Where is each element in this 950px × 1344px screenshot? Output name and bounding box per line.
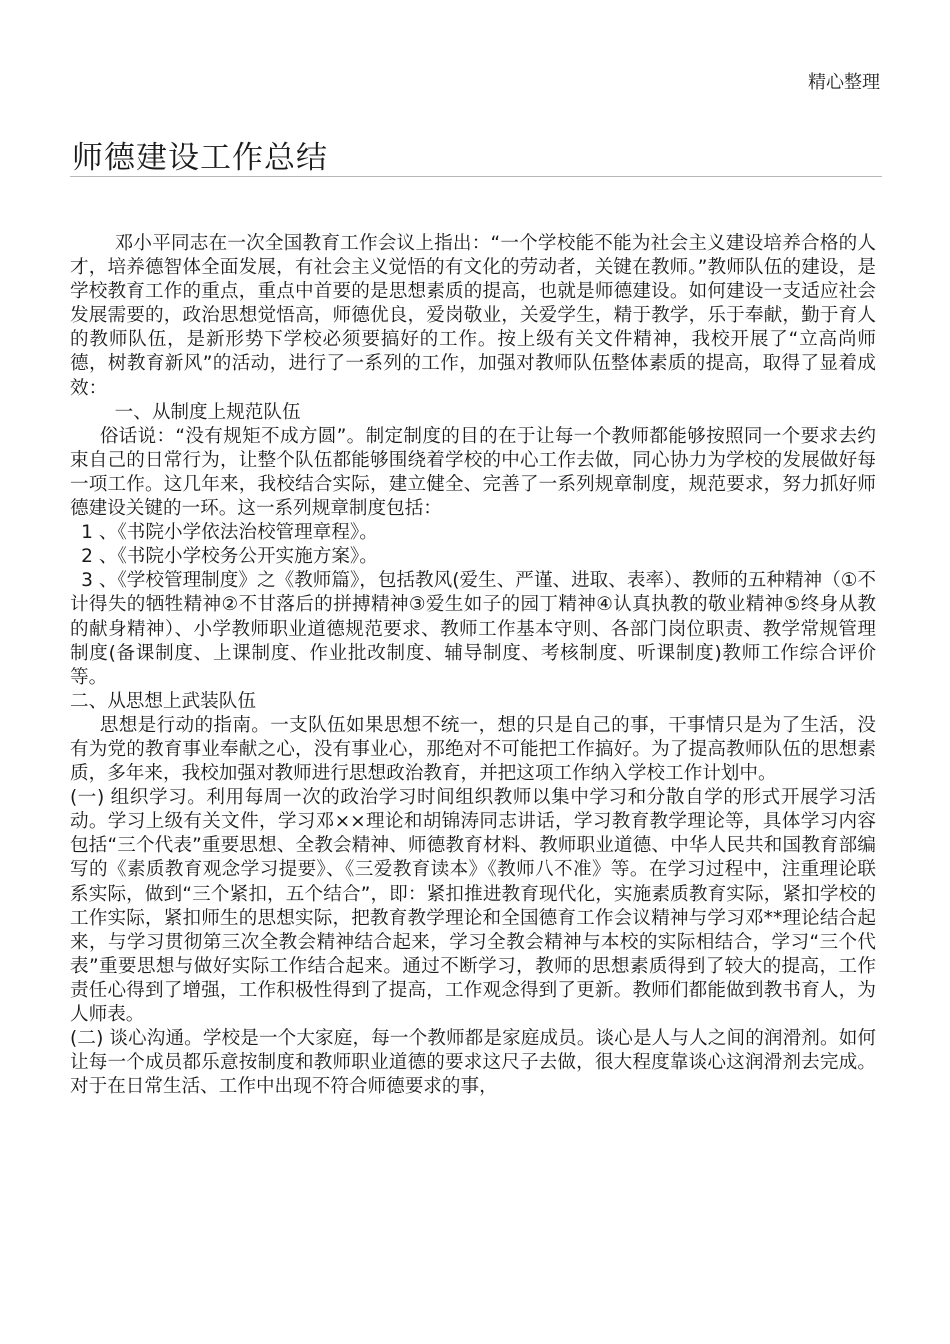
document-body xyxy=(70,232,876,1099)
document-title: 师德建设工作总结 xyxy=(72,140,328,176)
subsection-talk: (二) 谈心沟通。学校是一个大家庭，每一个教师都是家庭成员。谈心是人与人之间的润滑剂。如何让每一个成员都乐意按制度和教师职业道德的要求这尺子去做，很大程度靠谈心这润滑剂去完成。对于在日常生活、工作中出现不符合师德要求的事， xyxy=(70,1028,876,1098)
body-paragraph: 俗话说：“没有规矩不成方圆”。制定制度的目的在于让每一个教师都能够按照同一个要求去约束自己的日常行为，让整个队伍都能够围绕着学校的中心工作去做，同心协力为学校的发展做好每一项工作。这几年来，我校结合实际，建立健全、完善了一系列规章制度，规范要求，努力抓好师德建设关键的一环。这一系列规章制度包括： xyxy=(70,425,876,520)
list-item-3: 3 、《学校管理制度》之《教师篇》，包括教风(爱生、严谨、进取、表率）、教师的五种精神（①不计得失的牺牲精神②不甘落后的拼搏精神③爱生如子的园丁精神④认真执教的敬业精神⑤终身从教的献身精神）、小学教师职业道德规范要求、教师工作基本守则、各部门岗位职责、教学常规管理制度(备课制度、上课制度、作业批改制度、辅导制度、考核制度、听课制度)教师工作综合评价等。 xyxy=(70,570,876,688)
section-heading-1: 一、从制度上规范队伍 xyxy=(114,401,301,423)
subsection-study: (一) 组织学习。利用每周一次的政治学习时间组织教师以集中学习和分散自学的形式开展学习活动。学习上级有关文件，学习邓××理论和胡锦涛同志讲话，学习教育教学理论等，具体学习内容包括“三个代表”重要思想、全教会精神、师德教育材料、教师职业道德、中华人民共和国教育部编写的《素质教育观念学习提要》、《三爱教育读本》《教师八不准》等。在学习过程中，注重理论联系实际，做到“三个紧扣，五个结合”，即：紧扣推进教育现代化，实施素质教育实际，紧扣学校的工作实际，紧扣师生的思想实际，把教育教学理论和全国德育工作会议精神与学习邓**理论结合起来，与学习贯彻第三次全教会精神结合起来，学习全教会精神与本校的实际相结合，学习“三个代表”重要思想与做好实际工作结合起来。通过不断学习，教师的思想素质得到了较大的提高，工作责任心得到了增强，工作积极性得到了提高，工作观念得到了更新。教师们都能做到教书育人，为人师表。 xyxy=(70,787,876,1025)
intro-paragraph: 邓小平同志在一次全国教育工作会议上指出：“一个学校能不能为社会主义建设培养合格的人才，培养德智体全面发展，有社会主义觉悟的有文化的劳动者，关键在教师。”教师队伍的建设，是学校教育工作的重点，重点中首要的是思想素质的提高，也就是师德建设。如何建设一支适应社会发展需要的，政治思想觉悟高，师德优良，爱岗敬业，关爱学生，精于教学，乐于奉献，勤于育人的教师队伍，是新形势下学校必须要搞好的工作。按上级有关文件精神，我校开展了“立高尚师德，树教育新风”的活动，进行了一系列的工作，加强对教师队伍整体素质的提高，取得了显着成效： xyxy=(70,233,876,399)
header-note: 精心整理 xyxy=(808,72,880,93)
list-item-2: 2 、《书院小学校务公开实施方案》。 xyxy=(81,546,378,568)
list-item-1: 1 、《书院小学依法治校管理章程》。 xyxy=(81,522,378,544)
body-paragraph: 思想是行动的指南。一支队伍如果思想不统一，想的只是自己的事，干事情只是为了生活，没有为党的教育事业奉献之心，没有事业心，那绝对不可能把工作搞好。为了提高教师队伍的思想素质，多年来，我校加强对教师进行思想政治教育，并把这项工作纳入学校工作计划中。 xyxy=(70,714,876,785)
title-divider xyxy=(70,176,882,177)
section-heading-2: 二、从思想上武装队伍 xyxy=(70,690,256,712)
